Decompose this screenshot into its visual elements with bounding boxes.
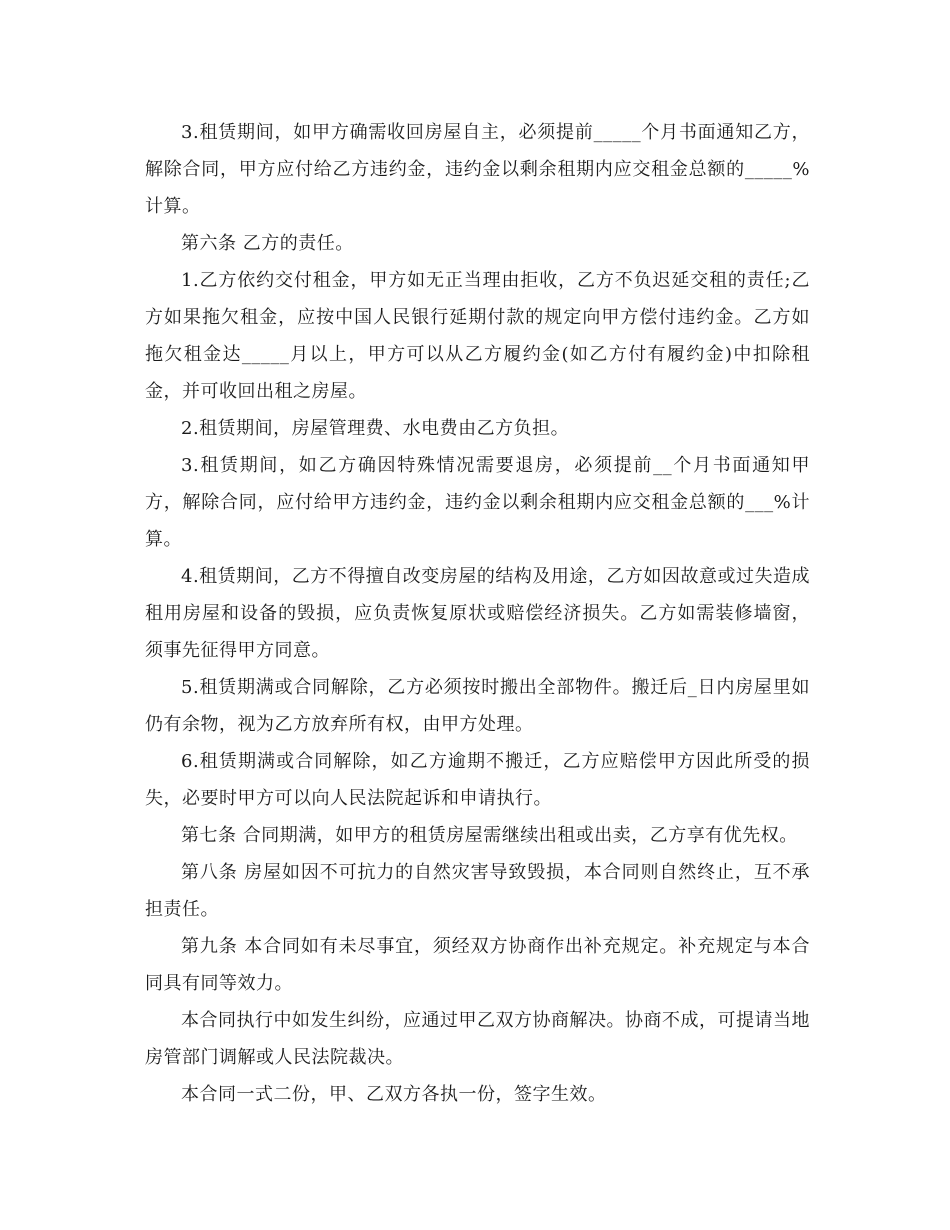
clause-3-lessor-early-termination: 3.租赁期间，如甲方确需收回房屋自主，必须提前_____个月书面通知乙方，解除合同，甲方应付给乙方违约金，违约金以剩余租期内应交租金总额的_____%计算。 bbox=[145, 122, 810, 217]
clause-6-overstay: 6.租赁期满或合同解除，如乙方逾期不搬迁，乙方应赔偿甲方因此所受的损失，必要时甲方可以向人民法院起诉和申请执行。 bbox=[145, 751, 810, 809]
clause-2-fees: 2.租赁期间，房屋管理费、水电费由乙方负担。 bbox=[181, 418, 570, 439]
document-body bbox=[145, 114, 810, 1113]
clause-1-rent-payment: 1.乙方依约交付租金，甲方如无正当理由拒收，乙方不负迟延交租的责任;乙方如果拖欠租金，应按中国人民银行延期付款的规定向甲方偿付违约金。乙方如拖欠租金达_____月以上，甲方可以从乙方履约金(如乙方付有履约金)中扣除租金，并可收回出租之房屋。 bbox=[145, 270, 810, 402]
article-7-priority-right: 第七条 合同期满，如甲方的租赁房屋需继续出租或出卖，乙方享有优先权。 bbox=[181, 825, 798, 846]
article-9-supplements: 第九条 本合同如有未尽事宜，须经双方协商作出补充规定。补充规定与本合同具有同等效力。 bbox=[145, 936, 810, 994]
article-8-force-majeure: 第八条 房屋如因不可抗力的自然灾害导致毁损，本合同则自然终止，互不承担责任。 bbox=[145, 862, 810, 920]
copies-and-effect: 本合同一式二份，甲、乙双方各执一份，签字生效。 bbox=[181, 1084, 607, 1105]
clause-4-alterations: 4.租赁期间，乙方不得擅自改变房屋的结构及用途，乙方如因故意或过失造成租用房屋和设备的毁损，应负责恢复原状或赔偿经济损失。乙方如需装修墙窗，须事先征得甲方同意。 bbox=[145, 566, 810, 661]
clause-5-move-out: 5.租赁期满或合同解除，乙方必须按时搬出全部物件。搬迁后_日内房屋里如仍有余物，视为乙方放弃所有权，由甲方处理。 bbox=[145, 677, 810, 735]
clause-3-lessee-early-termination: 3.租赁期间，如乙方确因特殊情况需要退房，必须提前__个月书面通知甲方，解除合同，应付给甲方违约金，违约金以剩余租期内应交租金总额的___%计算。 bbox=[145, 455, 810, 550]
dispute-resolution: 本合同执行中如发生纠纷，应通过甲乙双方协商解决。协商不成，可提请当地房管部门调解或人民法院裁决。 bbox=[145, 1010, 810, 1068]
article-6-heading: 第六条 乙方的责任。 bbox=[181, 233, 354, 254]
